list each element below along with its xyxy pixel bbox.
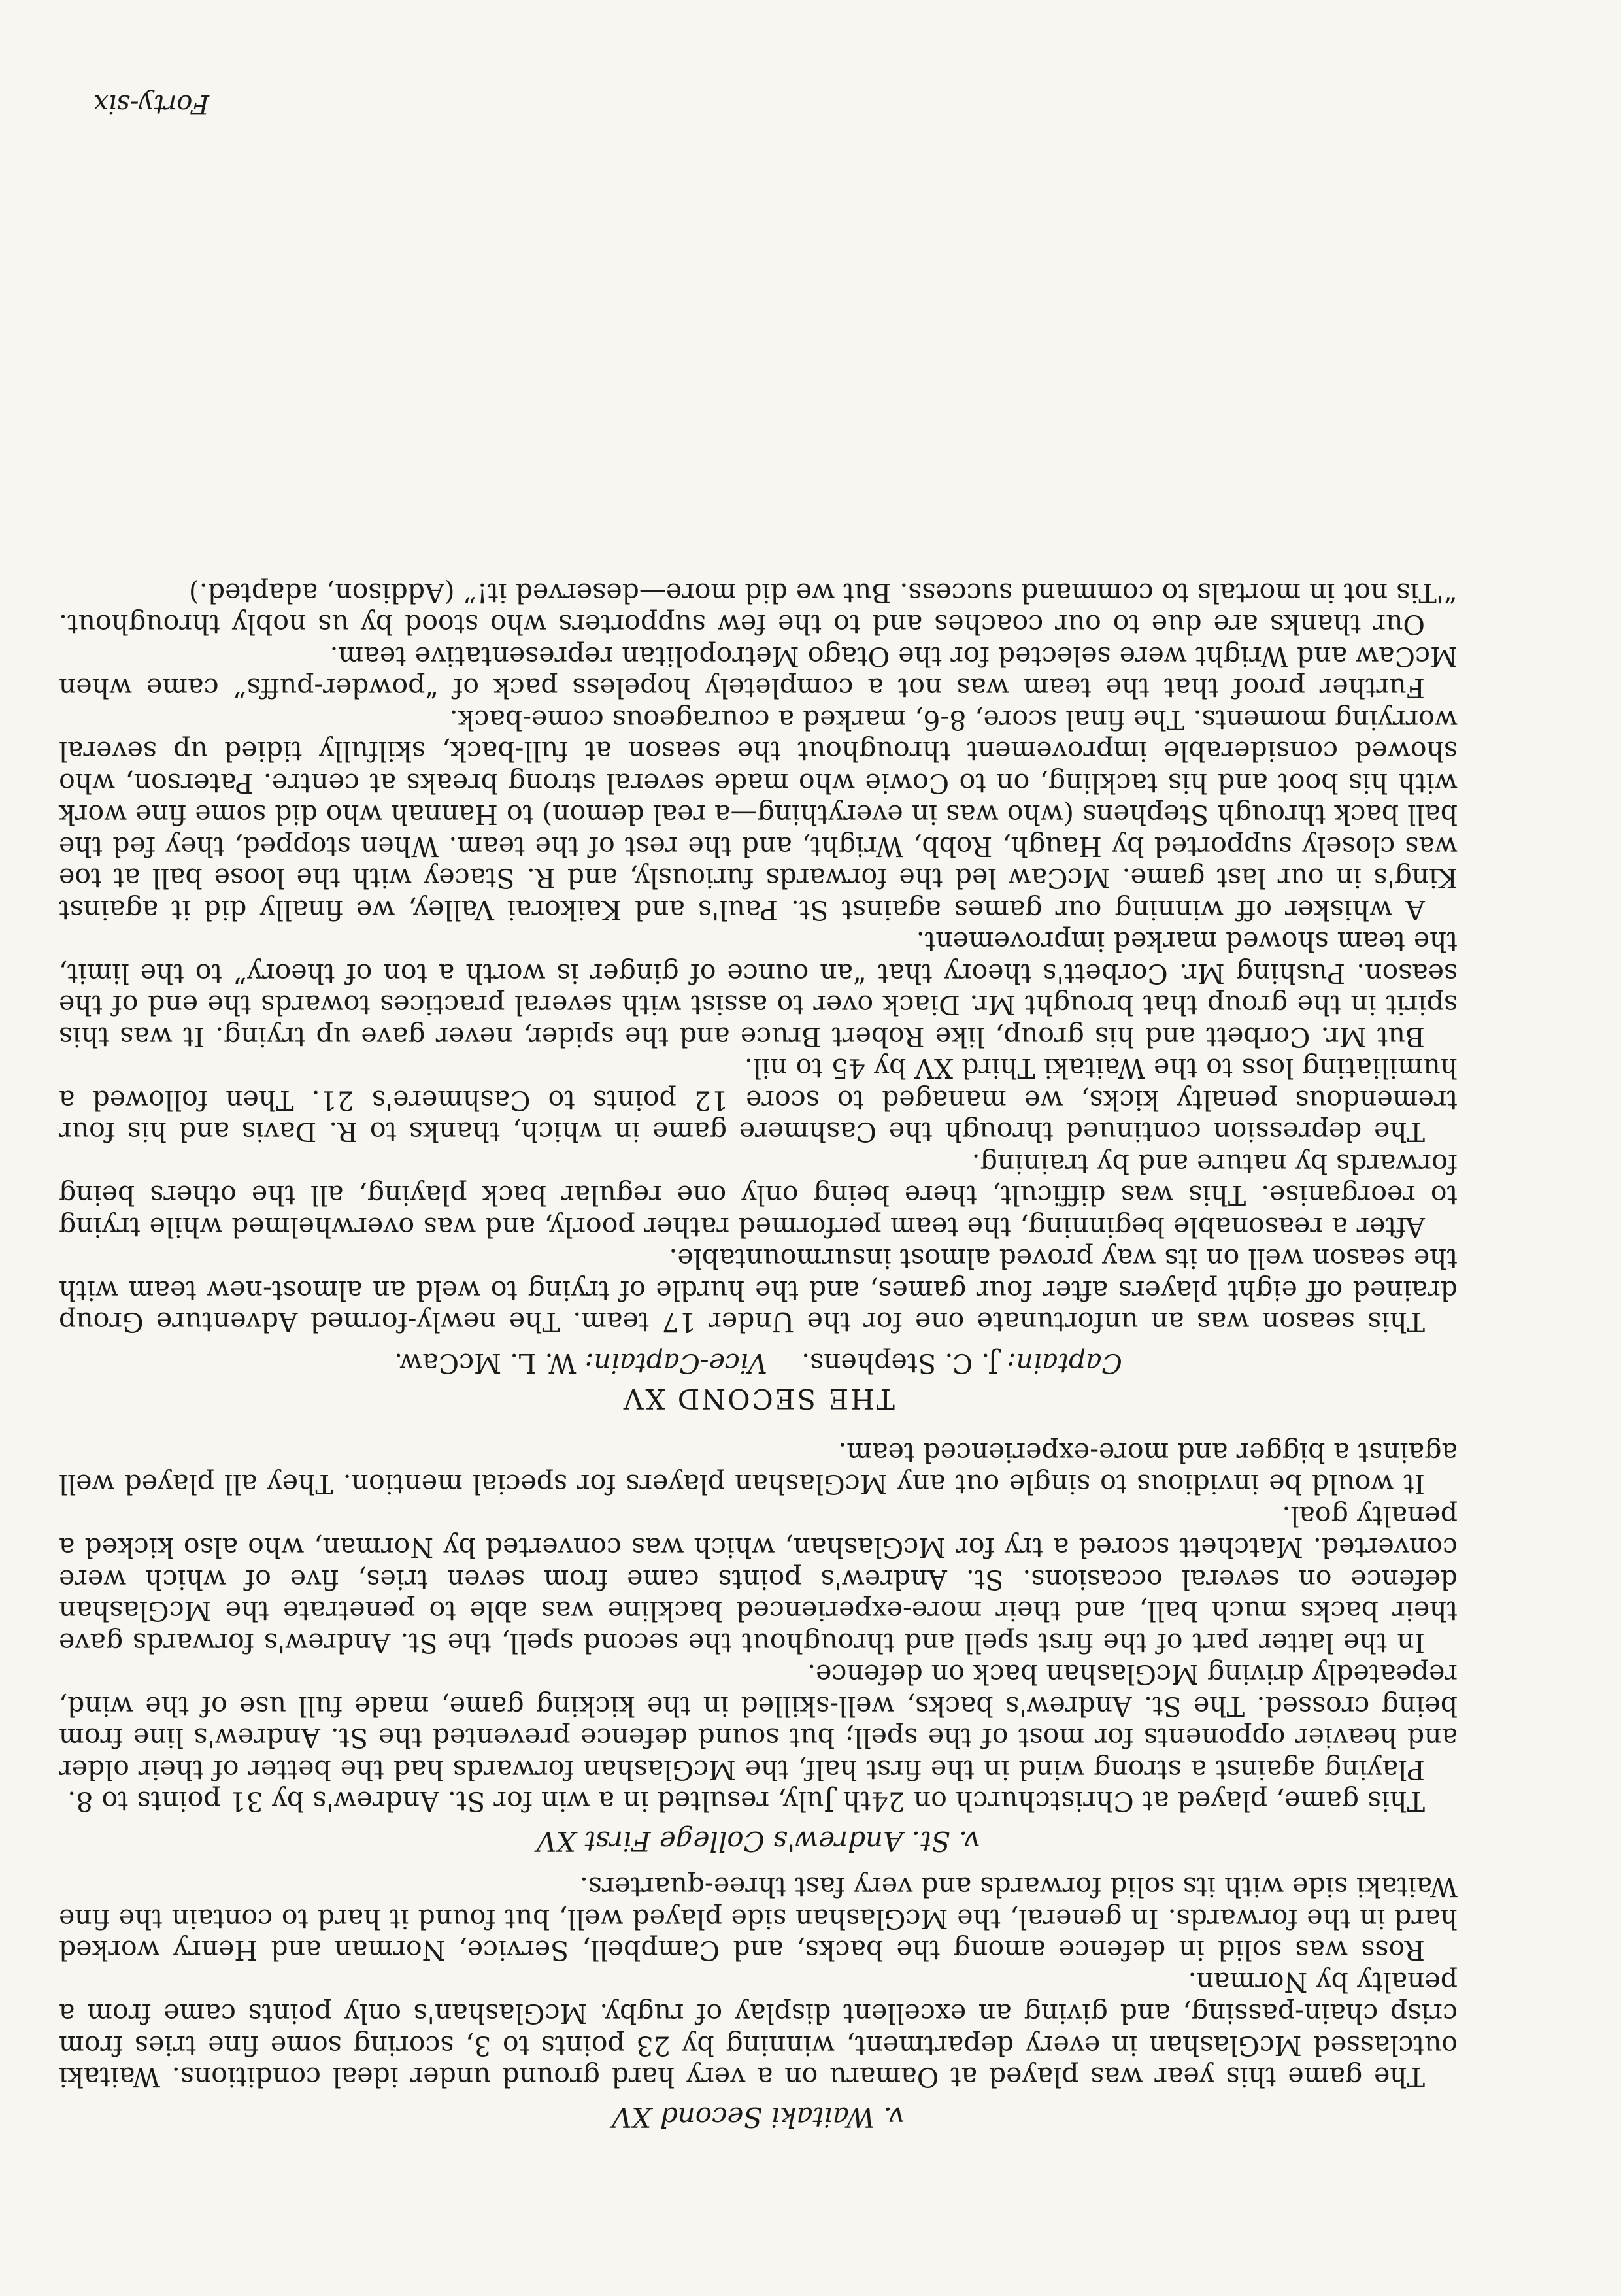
paragraph: This season was an unfortunate one for the Under 17 team. The newly-formed Adventure Group drained off eight players after four games, and the hurdle of trying to weld an almost-new team with the season well on its way proved almost insurmountable. (59, 1243, 1458, 1338)
paragraph: A whisker off winning our games against St. Paul's and Kaikorai Valley, we finally did it against King's in our last game. McCaw led the forwards furiously, and R. Stacey with the loose ball at toe was closely supported by Haugh, Robb, Wright, and the rest of the team. When stopped, they fed the ball back through Stephens (who was in everything—a real demon) to Hannah who did some fine work with his boot and his tackling, on to Cowie who made several strong breaks at centre. Paterson, who showed considerable improvement throughout the season at full-back, skilfully tidied up several worrying moments. The final score, 8-6, marked a courageous come-back. (59, 704, 1458, 926)
section-heading-second-xv: THE SECOND XV (622, 1383, 895, 1415)
captain-name: J. C. Stephens. (801, 1347, 999, 1379)
section-heading-st-andrews: v. St. Andrew's College First XV (536, 1825, 980, 1857)
section-heading-waitaki: v. Waitaki Second XV (612, 2101, 905, 2133)
vice-captain-name: W. L. McCaw. (394, 1347, 577, 1379)
paragraph: The depression continued through the Cashmere game in which, thanks to R. Davis and his four tremendous penalty kicks, we managed to score 12 points to Cashmere's 21. Then followed a humiliating loss to the Waitaki Third XV by 45 to nil. (59, 1053, 1458, 1148)
page-content (59, 577, 1458, 2133)
paragraph: This game, played at Christchurch on 24th July, resulted in a win for St. Andrew's by 31 points to 8. (67, 1785, 1425, 1817)
paragraph: But Mr. Corbett and his group, like Robert Bruce and the spider, never gave up trying. It was this spirit in the group that brought Mr. Diack over to assist with several practices towards the end of the season. Pushing Mr. Corbett's theory that “an ounce of ginger is worth a ton of theory” to the limit, the team showed marked improvement. (59, 926, 1458, 1053)
page-number: Forty-six (93, 89, 209, 119)
vice-captain-label: Vice-Captain: (584, 1347, 767, 1379)
paragraph: The game this year was played at Oamaru on a very hard ground under ideal conditions. Waitaki outclassed McGlashan in every department, winning by 23 points to 3, scoring some fine tries from crisp chain-passing, and giving an excellent display of rugby. McGlashan's only points came from a penalty by Norman. (59, 1967, 1458, 2093)
paragraph: After a reasonable beginning, the team performed rather poorly, and was overwhelmed while trying to reorganise. This was difficult, there being only one regular back playing, all the others being forwards by nature and by training. (59, 1148, 1458, 1243)
paragraph: Our thanks are due to our coaches and to the few supporters who stood by us nobly throughout. “'Tis not in mortals to command success. But we did more—deserved it!” (Addison, adapted.) (59, 577, 1458, 641)
paragraph: It would be invidious to single out any McGlashan players for special mention. They all played well against a bigger and more-experienced team. (59, 1437, 1458, 1500)
captain-label: Captain: (1007, 1347, 1122, 1379)
captains-line (59, 1347, 1458, 1379)
paragraph: Playing against a strong wind in the first half, the McGlashan forwards had the better of their older and heavier opponents for most of the spell; but sound defence prevented the St. Andrew's line from being crossed. The St. Andrew's backs, well-skilled in the kicking game, made full use of the wind, repeatedly driving McGlashan back on defence. (59, 1659, 1458, 1785)
paragraph: In the latter part of the first spell and throughout the second spell, the St. Andrew's forwards gave their backs much ball, and their more-experienced backline was able to penetrate the McGlashan defence on several occasions. St. Andrew's points came from seven tries, five of which were converted. Matchett scored a try for McGlashan, which was converted by Norman, who also kicked a penalty goal. (59, 1500, 1458, 1659)
paragraph: Further proof that the team was not a completely hopeless pack of “powder-puffs” came when McCaw and Wright were selected for the Otago Metropolitan representative team. (59, 641, 1458, 704)
spacer (59, 1857, 1458, 1871)
paragraph: Ross was solid in defence among the backs, and Campbell, Service, Norman and Henry worked hard in the forwards. In general, the McGlashan side played well, but found it hard to contain the fine Waitaki side with its solid forwards and very fast three-quarters. (59, 1871, 1458, 1967)
spacer (59, 1423, 1458, 1437)
